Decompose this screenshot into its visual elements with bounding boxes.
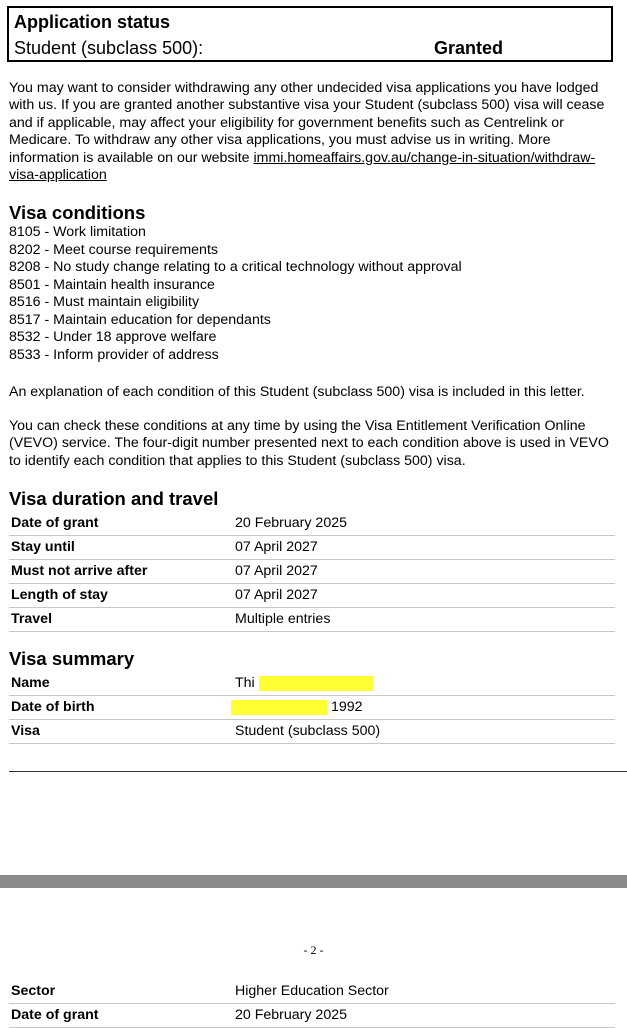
condition-item: 8533 - Inform provider of address <box>9 346 219 363</box>
dob-text: 1992 <box>330 699 363 715</box>
conditions-explanation: An explanation of each condition of this Student (subclass 500) visa is included in this letter. <box>9 384 585 400</box>
row-label: Sector <box>11 983 56 999</box>
visa-value: Student (subclass 500) <box>235 723 381 739</box>
name-text: Thi <box>235 675 255 691</box>
row-label: Length of stay <box>11 587 108 603</box>
redaction-highlight <box>259 676 373 691</box>
row-value: 07 April 2027 <box>235 563 318 579</box>
redaction-highlight <box>231 700 327 715</box>
condition-item: 8516 - Must maintain eligibility <box>9 294 200 310</box>
application-status-box <box>7 6 613 62</box>
withdraw-text: You may want to consider withdrawing any other undecided visa applications you have lodged with us. If you are granted another substantive visa your Student (subclass 500) visa will cease and if applicable, may affect your eligibility for government benefits such as Centrelink or Medicare. To withdraw any other visa applications, you must advise us in writing. More information is available on our website <box>9 80 605 166</box>
dob-label: Date of birth <box>11 699 95 715</box>
condition-item: 8208 - No study change relating to a critical technology without approval <box>9 259 462 275</box>
table-row <box>9 980 615 1004</box>
row-value: Multiple entries <box>235 611 331 627</box>
row-label: Date of grant <box>11 1007 99 1023</box>
page-bottom-rule <box>9 771 627 772</box>
withdraw-link[interactable]: immi.homeaffairs.gov.au/change-in-situation/withdraw-visa-application <box>9 149 596 184</box>
condition-item: 8517 - Maintain education for dependants <box>9 311 271 328</box>
status-visa-label: Student (subclass 500): <box>14 38 204 58</box>
row-value: 20 February 2025 <box>235 1007 347 1023</box>
condition-item: 8105 - Work limitation <box>9 224 146 240</box>
table-row <box>9 1004 615 1028</box>
table-row <box>9 608 615 632</box>
table-row <box>9 584 615 608</box>
summary-table <box>9 672 615 744</box>
withdraw-paragraph <box>9 80 619 184</box>
status-result: Granted <box>434 38 504 58</box>
name-label: Name <box>11 675 50 691</box>
row-value: 20 February 2025 <box>235 515 347 531</box>
row-label: Date of grant <box>11 515 99 531</box>
condition-item: 8202 - Meet course requirements <box>9 241 218 258</box>
visa-label: Visa <box>11 723 40 739</box>
table-row <box>9 536 615 560</box>
page2-table <box>9 980 615 1028</box>
table-row <box>9 560 615 584</box>
row-value: Higher Education Sector <box>235 983 389 999</box>
row-label: Stay until <box>11 539 75 555</box>
vevo-paragraph: You can check these conditions at any time by using the Visa Entitlement Verification Online (VEVO) service. The four-digit number presented next to each condition above is used in VEVO to identify each condition that applies to this Student (subclass 500) visa. <box>9 418 609 469</box>
name-value <box>235 675 373 691</box>
page-separator <box>0 875 627 888</box>
row-label: Travel <box>11 611 53 627</box>
summary-heading: Visa summary <box>9 648 135 669</box>
status-heading: Application status <box>14 12 171 32</box>
table-row <box>9 720 615 744</box>
conditions-list <box>9 224 462 364</box>
duration-table <box>9 512 615 632</box>
row-value: 07 April 2027 <box>235 539 318 555</box>
row-label: Must not arrive after <box>11 563 148 579</box>
conditions-heading: Visa conditions <box>9 202 146 223</box>
row-value: 07 April 2027 <box>235 587 318 603</box>
table-row <box>9 512 615 536</box>
page-number: - 2 - <box>303 943 324 957</box>
table-row <box>9 672 615 696</box>
condition-item: 8532 - Under 18 approve welfare <box>9 329 217 345</box>
condition-item: 8501 - Maintain health insurance <box>9 276 215 293</box>
dob-value <box>231 699 363 715</box>
table-row <box>9 696 615 720</box>
duration-heading: Visa duration and travel <box>9 488 219 509</box>
